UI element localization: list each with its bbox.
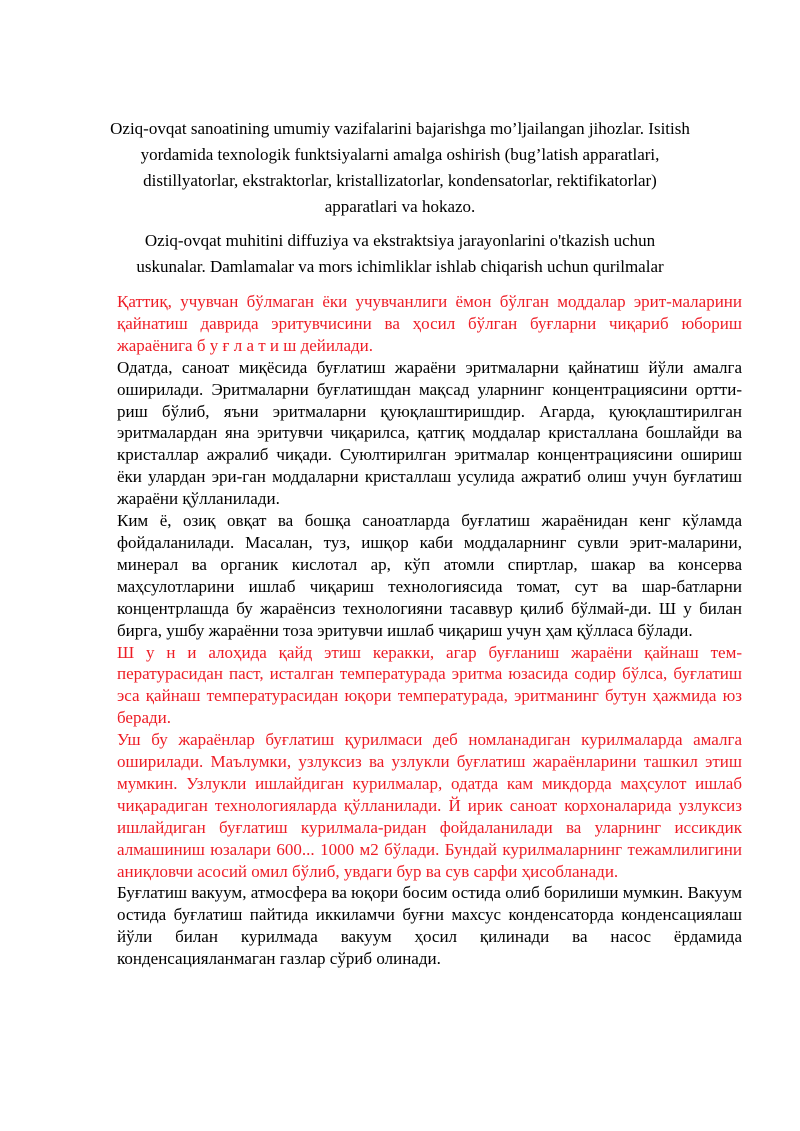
paragraph-applications: Ким ё, озиқ овқат ва бошқа саноатларда буғлатиш жараёнидан кенг кўламда фойдаланилади. Масалан, туз, ишқор каби моддаларнинг сувли эрит-маларини, минерал ва органик кислотал ар, кўп атомли спиртлар, шакар ва консерва маҳсулотларини ишлаб чиқариш технологиясида томат, сут ва шар-батларни концентрлашда бу жараёнсиз технологияни тасаввур қилиб бўлмай-ди. Ш у билан бирга, ушбу жараённи тоза эритувчи ишлаб чиқариш учун ҳам қўлласа бўлади. (117, 511, 742, 640)
paragraph-purpose: Одатда, саноат миқёсида буғлатиш жараёни эритмаларни қайнатиш йўли амалга оширилади. Эритмаларни буғлатишдан мақсад уларнинг концентрациясини ортти-риш бўлиб, яъни эритмаларни қуюқлаштиришдир. Агарда, қуюқлаштирилган эритмалардан яна эритувчи чиқарилса, қатгиқ моддалар кристаллана бошлайди ва кристаллар ажралиб чиқади. Суюлтирилган эритмалар концентрациясини ошириш ёки улардан эри-ган моддаларни кристаллаш усулида ажратиб олиш учун буғлатиш жараёни қўлланилади. (117, 357, 742, 509)
paragraph-equipment: Уш бу жараёнлар буғлатиш қурилмаси деб номланадиган курилмаларда амалга оширилади. Маълумки, узлуксиз ва узлукли буғлатиш жараёнларини ташкил этиш мумкин. Узлукли ишлайдиган курилмалар, одатда кам микдорда маҳсулот ишлаб чиқарадиган технологияларда қўлланилади. Й ирик саноат корхоналарида узлуксиз ишлайдиган буғлатиш курилмала-ридан фойдаланилади ва уларнинг иссикдик алмашиниш юзалари 600... 1000 м2 бўлади. Бундай курилмаларнинг тежамлилигини аниқловчи асосий омил бўлиб, увдаги бур ва сув сарфи ҳисобланади. (117, 730, 742, 881)
document-title: Oziq-ovqat sanoatining umumiy vazifalarini bajarishga mo’ljailangan jihozlar. Isitish yordamida texnologik funktsiyalarni amalga oshirish (bug’latish apparatlari, distillyatorlar, ekstraktorlar, kristallizatorlar, kondensatorlar, rektifikatorlar) apparatlari va hokazo. (110, 119, 690, 216)
paragraph-vacuum: Буғлатиш вакуум, атмосфера ва юқори босим остида олиб борилиши мумкин. Вакуум остида буғлатиш пайтида иккиламчи буғни махсус конденсаторда конденсациялаш йўли билан курилмада вакуум ҳосил қилинади ва насос ёрдамида конденсацияланмаган газлар сўриб олинади. (117, 883, 742, 969)
paragraph-definition: Қаттиқ, учувчан бўлмаган ёки учувчанлиги ёмон бўлган моддалар эрит-маларини қайнатиш даврида эритувчисини ва ҳосил бўлган буғларни чиқариб юбориш жараёнига б у ғ л а т и ш дейилади. (117, 292, 742, 355)
document-subtitle: Oziq-ovqat muhitini diffuziya va ekstraktsiya jarayonlarini o'tkazish uchun uskunalar. Damlamalar va mors ichimliklar ishlab chiqarish uchun qurilmalar (136, 231, 664, 276)
paragraph-temperature-note: Ш у н и алоҳида қайд этиш керакки, агар буғланиш жараёни қайнаш тем-пературасидан паст, исталган температурада эритма юзасида содир бўлса, буғлатиш эса қайнаш температурасидан юқори температурада, эритманинг бутун ҳажмида юз беради. (117, 642, 742, 728)
body-text (117, 291, 742, 970)
